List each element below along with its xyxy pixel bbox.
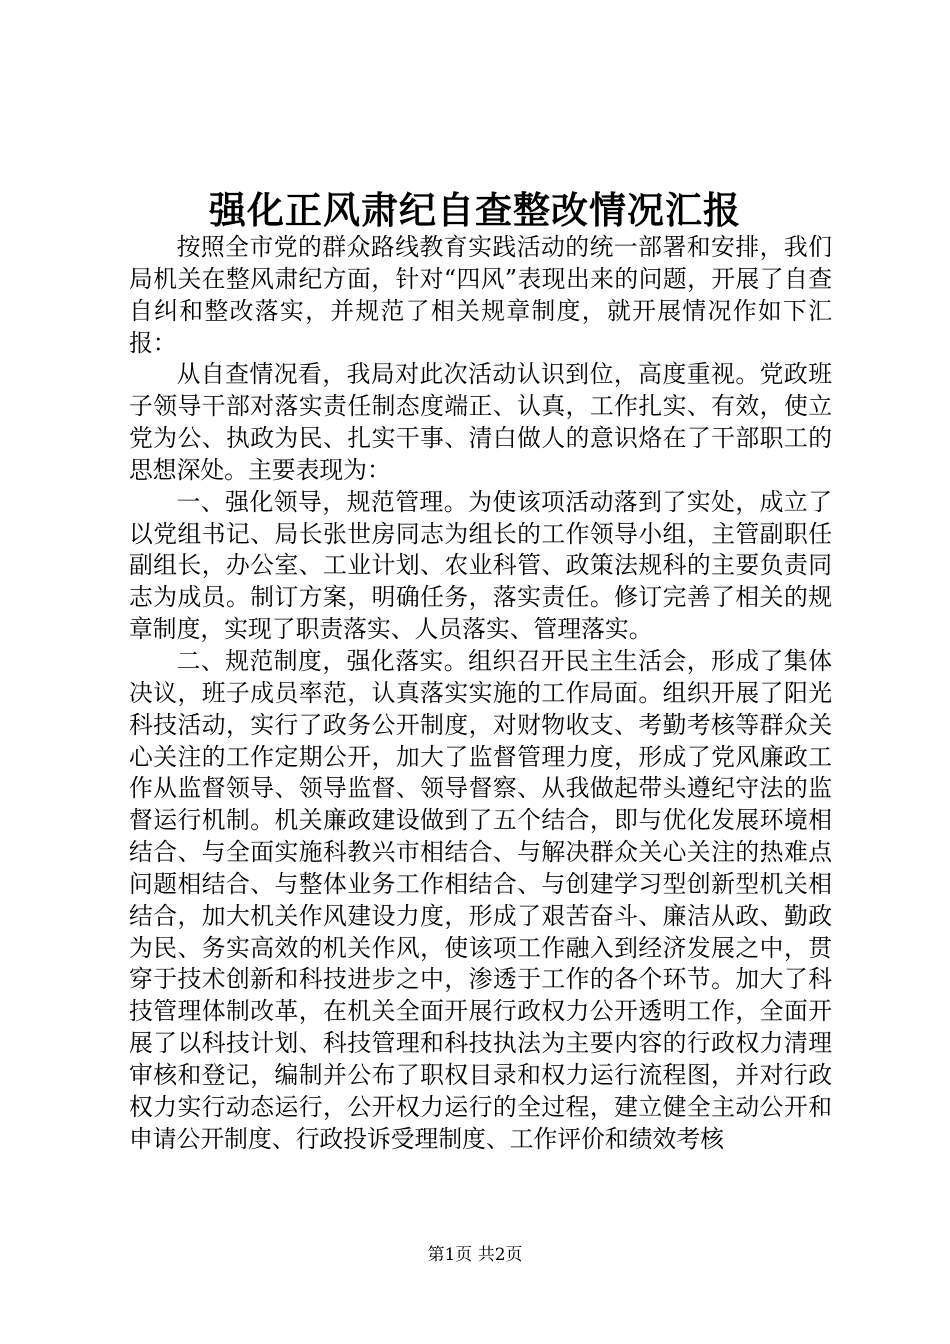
paragraph-section-one: 一、强化领导，规范管理。为使该项活动落到了实处，成立了以党组书记、局长张世房同志为组长的工作领导小组，主管副职任副组长，办公室、工业计划、农业科管、政策法规科的主要负责同志为成员。制订方案，明确任务，落实责任。修订完善了相关的规章制度，实现了职责落实、人员落实、管理落实。 (129, 487, 832, 644)
document-title: 强化正风肃纪自查整改情况汇报 (209, 188, 741, 232)
paragraph-overview: 从自查情况看，我局对此次活动认识到位，高度重视。党政班子领导干部对落实责任制态度端正、认真，工作扎实、有效，使立党为公、执政为民、扎实干事、清白做人的意识烙在了干部职工的思想深处。主要表现为： (129, 360, 832, 484)
paragraph-intro: 按照全市党的群众路线教育实践活动的统一部署和安排，我们局机关在整风肃纪方面，针对“四风”表现出来的问题，开展了自查自纠和整改落实，并规范了相关规章制度，就开展情况作如下汇报： (129, 233, 832, 357)
paragraph-section-two: 二、规范制度，强化落实。组织召开民主生活会，形成了集体决议，班子成员率范，认真落实实施的工作局面。组织开展了阳光科技活动，实行了政务公开制度，对财物收支、考勤考核等群众关心关注的工作定期公开，加大了监督管理力度，形成了党风廉政工作从监督领导、领导监督、领导督察、从我做起带头遵纪守法的监督运行机制。机关廉政建设做到了五个结合，即与优化发展环境相结合、与全面实施科教兴市相结合、与解决群众关心关注的热难点问题相结合、与整体业务工作相结合、与创建学习型创新型机关相结合，加大机关作风建设力度，形成了艰苦奋斗、廉洁从政、勤政为民、务实高效的机关作风，使该项工作融入到经济发展之中，贯穿于技术创新和科技进步之中，渗透于工作的各个环节。加大了科技管理体制改革，在机关全面开展行政权力公开透明工作，全面开展了以科技计划、科技管理和科技执法为主要内容的行政权力清理审核和登记，编制并公布了职权目录和权力运行流程图，并对行政权力实行动态运行，公开权力运行的全过程，建立健全主动公开和申请公开制度、行政投诉受理制度、工作评价和绩效考核 (129, 646, 832, 1153)
document-body (129, 232, 832, 1155)
page-number-footer: 第1页 共2页 (427, 1245, 523, 1265)
